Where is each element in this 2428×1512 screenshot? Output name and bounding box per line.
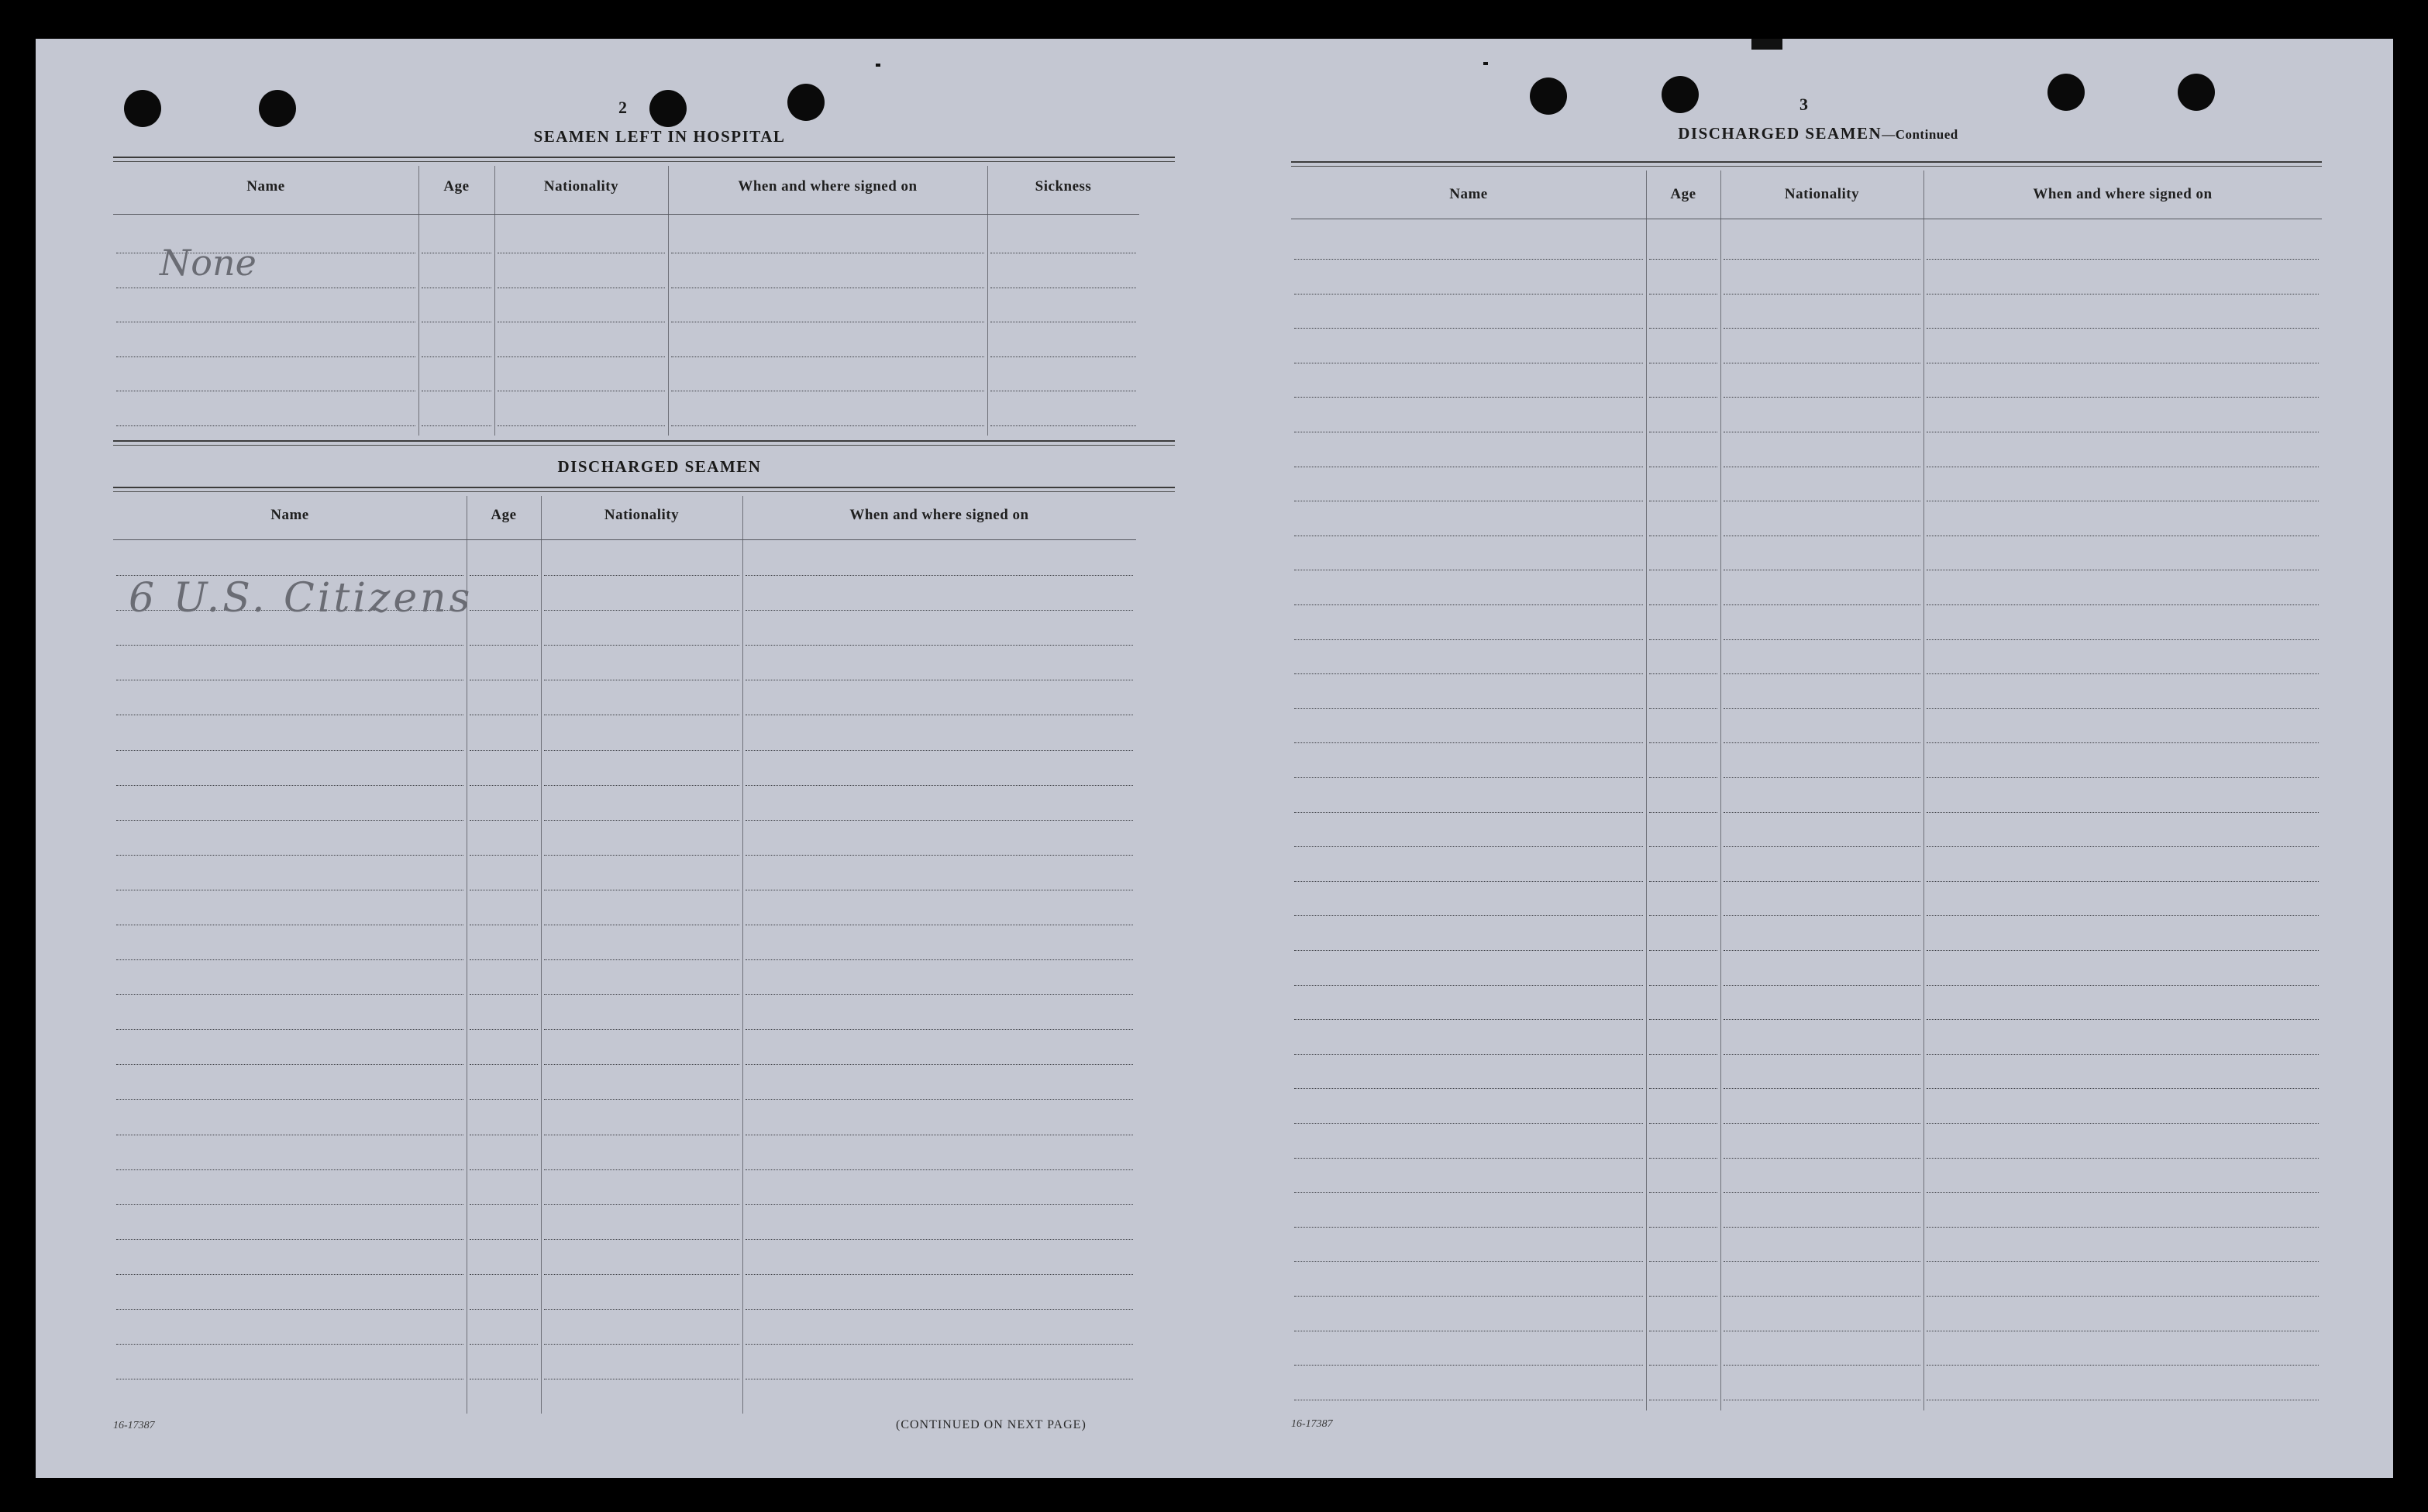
discharged-section-title: DISCHARGED SEAMEN xyxy=(557,457,762,476)
column-header-when-and-where-signed-on: When and where signed on xyxy=(738,178,918,195)
row-line xyxy=(470,1169,538,1170)
handwritten-none-entry: None xyxy=(160,242,257,284)
row-line xyxy=(746,785,1133,786)
row-line xyxy=(470,820,538,821)
column-divider xyxy=(1646,170,1647,1410)
row-line xyxy=(1927,1365,2319,1366)
row-line xyxy=(470,994,538,995)
row-line xyxy=(1294,881,1643,882)
row-line xyxy=(544,1064,739,1065)
column-divider xyxy=(494,166,495,436)
column-divider xyxy=(1720,170,1721,1410)
row-line xyxy=(746,855,1133,856)
column-divider xyxy=(987,166,988,436)
row-line xyxy=(1649,1261,1717,1262)
row-line xyxy=(1294,673,1643,674)
row-line xyxy=(116,1239,463,1240)
row-line xyxy=(1294,397,1643,398)
row-line xyxy=(1724,777,1920,778)
row-line xyxy=(990,425,1136,426)
row-line xyxy=(1649,1158,1717,1159)
punch-hole xyxy=(2178,74,2215,111)
row-line xyxy=(746,959,1133,960)
punch-hole xyxy=(649,90,687,127)
row-line xyxy=(1649,1123,1717,1124)
row-line xyxy=(1724,397,1920,398)
row-line xyxy=(1724,1054,1920,1055)
row-line xyxy=(116,1064,463,1065)
row-line xyxy=(116,785,463,786)
row-line xyxy=(746,1204,1133,1205)
row-line xyxy=(470,575,538,576)
row-line xyxy=(1294,777,1643,778)
row-line xyxy=(544,575,739,576)
row-line xyxy=(470,1239,538,1240)
row-line xyxy=(116,855,463,856)
row-line xyxy=(1927,259,2319,260)
row-line xyxy=(1927,639,2319,640)
left-form-number: 16-17387 xyxy=(113,1420,155,1431)
row-line xyxy=(116,1204,463,1205)
row-line xyxy=(470,959,538,960)
row-line xyxy=(746,1239,1133,1240)
row-line xyxy=(1294,1054,1643,1055)
row-line xyxy=(1927,846,2319,847)
column-header-nationality: Nationality xyxy=(543,178,619,195)
row-line xyxy=(1294,812,1643,813)
row-line xyxy=(544,820,739,821)
row-line xyxy=(544,1274,739,1275)
row-line xyxy=(746,1169,1133,1170)
row-line xyxy=(1294,742,1643,743)
row-line xyxy=(1724,1261,1920,1262)
row-line xyxy=(1927,1296,2319,1297)
row-line xyxy=(1927,881,2319,882)
row-line xyxy=(1649,985,1717,986)
row-line xyxy=(1649,742,1717,743)
header-underline xyxy=(113,214,1139,215)
row-line xyxy=(1294,259,1643,260)
row-line xyxy=(116,356,415,357)
row-line xyxy=(1724,1019,1920,1020)
row-line xyxy=(1927,1192,2319,1193)
column-header-name: Name xyxy=(246,178,285,195)
left-page-number: 2 xyxy=(618,98,627,117)
row-line xyxy=(1649,1296,1717,1297)
row-line xyxy=(746,1274,1133,1275)
row-line xyxy=(470,1344,538,1345)
row-line xyxy=(116,425,415,426)
punch-hole xyxy=(124,90,161,127)
row-line xyxy=(746,1064,1133,1065)
row-line xyxy=(1927,777,2319,778)
row-line xyxy=(1724,1088,1920,1089)
row-line xyxy=(746,820,1133,821)
row-line xyxy=(470,1099,538,1100)
row-line xyxy=(746,1099,1133,1100)
row-line xyxy=(1649,915,1717,916)
row-line xyxy=(1927,1088,2319,1089)
row-line xyxy=(470,610,538,611)
row-line xyxy=(544,1239,739,1240)
row-line xyxy=(1927,604,2319,605)
column-header-nationality: Nationality xyxy=(1784,186,1860,202)
document-spread xyxy=(36,39,2393,1478)
row-line xyxy=(1927,708,2319,709)
row-line xyxy=(116,820,463,821)
header-underline xyxy=(113,539,1136,540)
row-line xyxy=(1724,1192,1920,1193)
row-line xyxy=(1294,1227,1643,1228)
row-line xyxy=(1927,1019,2319,1020)
row-line xyxy=(1724,915,1920,916)
row-line xyxy=(1724,259,1920,260)
row-line xyxy=(1649,1054,1717,1055)
column-divider xyxy=(541,496,542,1414)
punch-hole xyxy=(1662,76,1699,113)
row-line xyxy=(1927,812,2319,813)
column-divider xyxy=(742,496,743,1414)
row-line xyxy=(746,575,1133,576)
row-line xyxy=(746,750,1133,751)
row-line xyxy=(1649,1365,1717,1366)
row-line xyxy=(1724,1227,1920,1228)
row-line xyxy=(544,959,739,960)
row-line xyxy=(544,1309,739,1310)
row-line xyxy=(1927,950,2319,951)
continued-suffix: —Continued xyxy=(1882,127,1958,142)
row-line xyxy=(1294,950,1643,951)
row-line xyxy=(498,425,665,426)
row-line xyxy=(544,1204,739,1205)
row-line xyxy=(544,1099,739,1100)
row-line xyxy=(1294,708,1643,709)
row-line xyxy=(1294,1296,1643,1297)
row-line xyxy=(1649,812,1717,813)
row-line xyxy=(1649,397,1717,398)
row-line xyxy=(1294,604,1643,605)
scan-speck xyxy=(1751,39,1782,50)
row-line xyxy=(544,750,739,751)
punch-hole xyxy=(1530,77,1567,115)
row-line xyxy=(1649,708,1717,709)
row-line xyxy=(116,645,463,646)
column-divider xyxy=(1923,170,1924,1410)
column-header-age: Age xyxy=(491,507,517,523)
row-line xyxy=(544,1344,739,1345)
row-line xyxy=(1649,1019,1717,1020)
row-line xyxy=(1649,639,1717,640)
row-line xyxy=(1649,604,1717,605)
row-line xyxy=(1927,397,2319,398)
row-line xyxy=(1294,1123,1643,1124)
discharged-continued-title xyxy=(1624,124,2012,143)
row-line xyxy=(746,610,1133,611)
row-line xyxy=(470,1064,538,1065)
row-line xyxy=(1724,1158,1920,1159)
row-line xyxy=(544,785,739,786)
row-line xyxy=(470,1029,538,1030)
row-line xyxy=(470,1309,538,1310)
row-line xyxy=(1724,673,1920,674)
row-line xyxy=(1927,1123,2319,1124)
row-line xyxy=(1927,915,2319,916)
row-line xyxy=(1649,1088,1717,1089)
column-header-age: Age xyxy=(443,178,470,195)
right-form-number: 16-17387 xyxy=(1291,1418,1333,1430)
row-line xyxy=(1724,1296,1920,1297)
row-line xyxy=(544,610,739,611)
row-line xyxy=(1724,812,1920,813)
row-line xyxy=(1649,777,1717,778)
row-line xyxy=(1294,846,1643,847)
row-line xyxy=(470,645,538,646)
punch-hole xyxy=(2047,74,2085,111)
row-line xyxy=(1294,639,1643,640)
row-line xyxy=(1649,1227,1717,1228)
handwritten-citizens-entry: 6 U.S. Citizens xyxy=(129,575,474,622)
row-line xyxy=(1927,742,2319,743)
row-line xyxy=(671,356,984,357)
continued-note: (CONTINUED ON NEXT PAGE) xyxy=(896,1418,1087,1431)
row-line xyxy=(746,994,1133,995)
row-line xyxy=(1927,1227,2319,1228)
row-line xyxy=(1724,328,1920,329)
right-page-number: 3 xyxy=(1799,95,1808,114)
row-line xyxy=(422,356,491,357)
row-line xyxy=(1724,1123,1920,1124)
row-line xyxy=(1649,1192,1717,1193)
row-line xyxy=(1294,915,1643,916)
row-line xyxy=(498,356,665,357)
row-line xyxy=(1724,604,1920,605)
row-line xyxy=(470,750,538,751)
row-line xyxy=(1724,846,1920,847)
discharged-title-rule xyxy=(113,487,1175,492)
row-line xyxy=(1927,1158,2319,1159)
row-line xyxy=(1724,742,1920,743)
row-line xyxy=(116,1169,463,1170)
row-line xyxy=(1649,950,1717,951)
row-line xyxy=(1724,1365,1920,1366)
row-line xyxy=(116,1029,463,1030)
right-title-rule xyxy=(1291,161,2322,167)
hospital-bottom-rule xyxy=(113,440,1175,446)
row-line xyxy=(470,855,538,856)
punch-hole xyxy=(787,84,825,121)
row-line xyxy=(746,645,1133,646)
column-header-name: Name xyxy=(1449,186,1488,202)
row-line xyxy=(1294,328,1643,329)
row-line xyxy=(544,645,739,646)
discharged-continued-title-text: DISCHARGED SEAMEN xyxy=(1678,124,1882,143)
column-divider xyxy=(668,166,669,436)
row-line xyxy=(1294,1019,1643,1020)
row-line xyxy=(1294,1261,1643,1262)
scan-speck xyxy=(1483,62,1488,65)
row-line xyxy=(470,1274,538,1275)
row-line xyxy=(544,1169,739,1170)
row-line xyxy=(746,1309,1133,1310)
row-line xyxy=(1724,639,1920,640)
hospital-section-title: SEAMEN LEFT IN HOSPITAL xyxy=(533,127,786,146)
scan-speck xyxy=(876,64,880,67)
row-line xyxy=(1927,1261,2319,1262)
column-header-sickness: Sickness xyxy=(1035,178,1092,195)
row-line xyxy=(1294,1192,1643,1193)
row-line xyxy=(116,750,463,751)
row-line xyxy=(1649,259,1717,260)
row-line xyxy=(116,1309,463,1310)
row-line xyxy=(1294,1365,1643,1366)
row-line xyxy=(116,1344,463,1345)
row-line xyxy=(116,1274,463,1275)
row-line xyxy=(544,1029,739,1030)
row-line xyxy=(1927,673,2319,674)
row-line xyxy=(746,1029,1133,1030)
row-line xyxy=(1294,1088,1643,1089)
row-line xyxy=(671,425,984,426)
row-line xyxy=(422,425,491,426)
row-line xyxy=(116,959,463,960)
row-line xyxy=(1927,1054,2319,1055)
row-line xyxy=(116,1099,463,1100)
column-header-when-and-where-signed-on: When and where signed on xyxy=(849,507,1029,523)
row-line xyxy=(470,785,538,786)
row-line xyxy=(1927,985,2319,986)
row-line xyxy=(544,994,739,995)
column-divider xyxy=(418,166,419,436)
row-line xyxy=(470,1204,538,1205)
row-line xyxy=(1649,328,1717,329)
hospital-title-rule xyxy=(113,157,1175,162)
row-line xyxy=(1724,950,1920,951)
row-line xyxy=(990,356,1136,357)
row-line xyxy=(1649,846,1717,847)
column-header-name: Name xyxy=(270,507,309,523)
row-line xyxy=(1294,1158,1643,1159)
punch-hole xyxy=(259,90,296,127)
row-line xyxy=(1294,985,1643,986)
column-header-age: Age xyxy=(1670,186,1696,202)
row-line xyxy=(116,994,463,995)
row-line xyxy=(1724,985,1920,986)
column-header-when-and-where-signed-on: When and where signed on xyxy=(2033,186,2213,202)
row-line xyxy=(746,1344,1133,1345)
column-header-nationality: Nationality xyxy=(604,507,680,523)
row-line xyxy=(544,855,739,856)
row-line xyxy=(1724,708,1920,709)
row-line xyxy=(1724,881,1920,882)
row-line xyxy=(1927,328,2319,329)
row-line xyxy=(1649,881,1717,882)
row-line xyxy=(1649,673,1717,674)
